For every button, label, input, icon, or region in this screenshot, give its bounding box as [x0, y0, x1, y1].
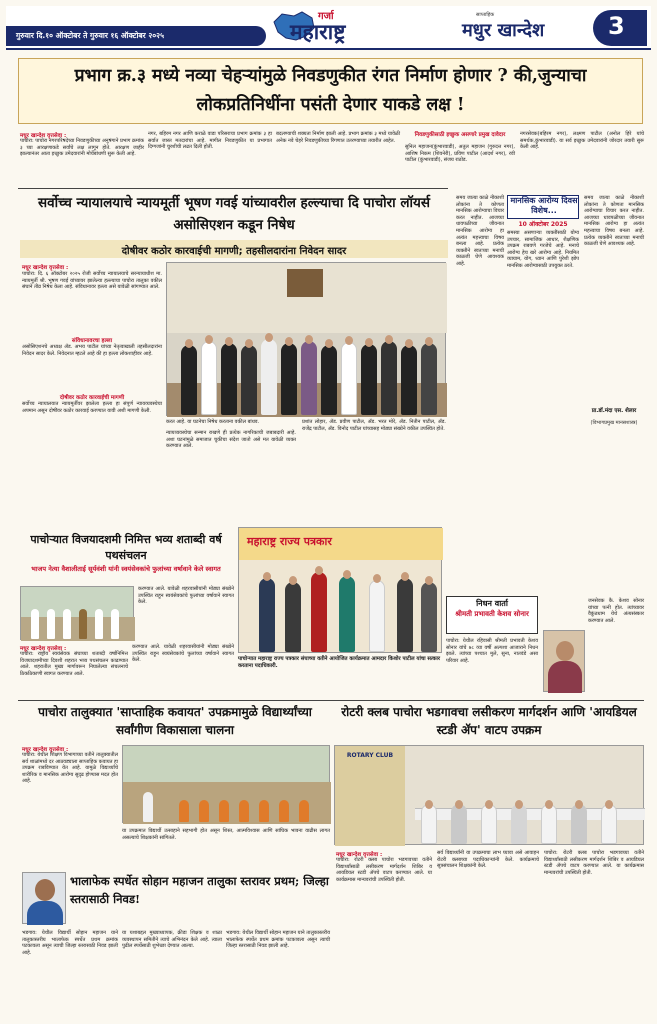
story7-headline: भालाफेक स्पर्धेत सोहान महाजन तालुका स्तरावर प्रथम; जिल्हा स्तरासाठी निवड!	[70, 874, 329, 906]
story7-body-3: भडगाव: येथील विद्यार्थी सोहान महाजन याने तालुकास्तरीय भालाफेक स्पर्धेत प्रथम क्रमांक पटकावला असून त्याची जिल्हा स्तरासाठी निवड झाली आहे.	[226, 930, 330, 950]
section-small: गर्जा	[318, 11, 334, 22]
lead-col-2: नगर, बहिरम नगर आणि कराळे वाडा परिसराचा प्रभाग क्रमांक ३ हा सर्वात जास्त मतदारांचा आहे. मागील निवडणुकीत या प्रभागात दिग्गजांनी चुरशीची लढत दिली होती.	[148, 131, 272, 151]
lead-col-1: पाचोरा: पाचोरा नगरपरिषदेच्या निवडणुकीच्या अनुषंगाने प्रभाग क्रमांक ३ च्या आरक्षणाकडे सर्वांचे लक्ष लागून होते. आरक्षण जाहीर झाल्यानंतर आता इच्छुक उमेदवारांनी मोर्चेबांधणी सुरू केली आहे.	[20, 138, 144, 158]
patrakar-event-photo	[238, 527, 442, 653]
rss-march-photo	[20, 586, 134, 640]
story2-body-3: सर्वोच्च न्यायालयात न्यायमूर्तींवर झालेला हल्ला हा संपूर्ण न्यायव्यवस्थेचा अपमान असून दोषींवर कठोर कारवाई करण्यात यावी अशी मागणी केली.	[22, 401, 162, 414]
story4-caption: पाचोऱ्यात महाराष्ट्र राज्य पत्रकार संघाच्या वतीने आयोजित कार्यक्रमात आमदार किशोर पाटील यांचा सत्कार करताना पदाधिकारी.	[238, 656, 441, 669]
story7-body: भडगाव: येथील विद्यार्थी सोहान महाजन याने तालुकास्तरीय भालाफेक स्पर्धेत प्रथम क्रमांक पटकावला असून त्याची जिल्हा स्तरासाठी निवड झाली आहे.	[22, 930, 118, 956]
story3-subhead: भाजप नेत्या वैशालीताई सूर्यवंशी यांनी स्वयंसेवकांचे फुलांच्या वर्षावाने केले स्वागत	[31, 565, 221, 573]
story2-byline: मधुर खान्देश वृत्तसेवा :	[22, 265, 69, 271]
sohan-portrait	[22, 872, 66, 924]
story3-body-3: करण्यात आले. यावेळी शहरवासीयांनी मोठ्या संख्येने उपस्थित राहून स्वयंसेवकांचे फुलांच्या वर्षावाने स्वागत केले.	[132, 644, 234, 664]
event-banner-text: महाराष्ट्र राज्य पत्रकार	[247, 535, 332, 548]
lead-headline: प्रभाग क्र.३ मध्ये नव्या चेहऱ्यांमुळे निवडणुकीत रंगत निर्माण होणार ? की,जुन्याचा लोकप्रतिनिधींना पसंती देणार याकडे लक्ष !	[74, 66, 587, 115]
sidebar-col-3: समय जात्या काळे नीकाशी लोकांना ते कोणता मानसिक आरोग्याचा विचार करत नाहीत. आजच्या धावपळीच्या जीवनात मानसिक आरोग्य हा अत्यंत महत्त्वाचा विषय बनला आहे. प्रत्येक व्यक्तीने स्वतःच्या मनाची काळजी घेणे आवश्यक आहे.	[584, 195, 644, 248]
story2-body-2: असोसिएशनचे अध्यक्ष ॲड. अभय पाटील यांच्या नेतृत्वाखाली तहसीलदारांना निवेदन सादर केले. निवेदनात म्हटले आहे की हा हल्ला लोकशाहीवर आहे.	[22, 344, 162, 357]
story5-headline: पाचोरा तालुक्यात 'साप्ताहिक कवायत' उपक्रमामुळे विद्यार्थ्यांच्या सर्वांगीण विकासाला चालना	[38, 705, 312, 737]
lead-byline: मधुर खान्देश वृत्तसेवा :	[20, 133, 67, 139]
sidebar-title: मानसिक आरोग्य दिवस विशेष...	[510, 196, 578, 215]
sidebar-author: प्रा.डॉ.मंदा एस. शेलार	[591, 408, 637, 414]
story6-body: पाचोरा: रोटरी क्लब पाचोरा भडगावच्या वतीने विद्यार्थ्यांसाठी लसीकरण मार्गदर्शन शिबिर व आयडियल स्टडी ॲपचे वाटप करण्यात आले. या कार्यक्रमास मान्यवरांची उपस्थिती होती.	[336, 857, 432, 883]
divider-2	[18, 700, 644, 701]
story2-subhead: दोषीवर कठोर कारवाईची मागणी; तहसीलदारांना निवेदन सादर	[121, 246, 347, 257]
story6-body-3: पाचोरा: रोटरी क्लब पाचोरा भडगावच्या वतीने विद्यार्थ्यांसाठी लसीकरण मार्गदर्शन शिबिर व आयडियल स्टडी ॲपचे वाटप करण्यात आले. या कार्यक्रमास मान्यवरांची उपस्थिती होती.	[544, 850, 644, 876]
story2-sub-a: संविधानावरचा हल्ला	[71, 338, 113, 344]
sidebar-date: 10 ऑक्टोबर 2025	[518, 221, 568, 228]
kavayat-photo	[122, 745, 330, 823]
page-number: 3	[608, 12, 625, 40]
sidebar-author-title: (विभागप्रमुख मानसशास्त्र)	[590, 420, 638, 426]
story3-byline: मधुर खान्देश वृत्तसेवा :	[20, 646, 67, 652]
story5-body: पाचोरा: येथील शिक्षण विभागाच्या वतीने तालुक्यातील सर्व शाळांमध्ये दर आठवड्याला साप्ताहिक कवायत हा उपक्रम राबविण्यात येत आहे. यामुळे विद्यार्थ्यांचे शारीरिक व मानसिक आरोग्य सुदृढ होण्यास मदत होत आहे.	[22, 752, 118, 785]
header-date: गुरुवार दि.१० ऑक्टोबर ते गुरुवार १६ ऑक्टोबर २०२५	[16, 31, 164, 40]
story3-body: पाचोरा: राष्ट्रीय स्वयंसेवक संघाच्या शताब्दी वर्षानिमित्त विजयादशमीच्या दिवशी शहरात भव्य पथसंचलन काढण्यात आले. शहरातील मुख्य मार्गावरून निघालेल्या संचलनाचे ठिकठिकाणी स्वागत करण्यात आले.	[20, 651, 128, 677]
section-title: महाराष्ट्र	[290, 19, 346, 44]
story3-headline: पाचोऱ्यात विजयादशमी निमित्त भव्य शताब्दी वर्ष पथसंचलन	[30, 533, 222, 562]
story2-body-4: न्यायव्यवस्थेचा सन्मान राखणे ही प्रत्येक नागरिकाची जबाबदारी आहे. अशा घटनांमुळे समाजात चुकीचा संदेश जातो असे मत यावेळी व्यक्त करण्यात आले.	[166, 430, 296, 450]
story5-body-2: या उपक्रमात विद्यार्थी उत्साहाने सहभागी होत असून शिस्त, आत्मविश्वास आणि सांघिक भावना वाढीस लागत असल्याचे शिक्षकांनी सांगितले.	[122, 828, 330, 841]
rotary-banner: ROTARY CLUB	[346, 752, 394, 759]
story2-body-1: पाचोरा: दि. ६ ऑक्टोबर २०२५ रोजी सर्वोच्च न्यायालयाचे सरन्यायाधीश मा. न्यायमूर्ती श्री. भूषण गवई यांच्यावर झालेल्या हल्ल्याचा पाचोरा तालुका वकील संघाने तीव्र निषेध केला आहे. संविधानावर हल्ला असे यावेळी सांगण्यात आले.	[22, 271, 162, 291]
story2-sub-b: दोषीवर कठोर कारवाईची मागणी	[59, 395, 125, 401]
story6-body-2: सर्व विद्यार्थ्यांनी या उपक्रमाचा लाभ घ्यावा असे आवाहन रोटरी क्लबच्या पदाधिकाऱ्यांनी केले. कार्यक्रमाचे सूत्रसंचालन शिक्षकांनी केले.	[437, 850, 539, 870]
obit-body: पाचोरा: येथील रहिवासी श्रीमती प्रभावती केशव सोनार यांचे ७८ व्या वर्षी अल्पशा आजाराने निधन झाले. त्यांच्या पश्चात मुले, सुना, नातवंडे असा परिवार आहे.	[446, 638, 538, 664]
story3-body-2: करण्यात आले. यावेळी शहरवासीयांनी मोठ्या संख्येने उपस्थित राहून स्वयंसेवकांचे फुलांच्या वर्षावाने स्वागत केले.	[138, 586, 234, 606]
obit-portrait	[543, 630, 585, 692]
obit-name: श्रीमती प्रभावती केशव सोनार	[455, 610, 529, 618]
lead-col-5: नगरसेवक(बहिरम नगर), लक्ष्मण पाटील (अनोल हिरे यांचे समर्थक,कुंभारवाडी). या सर्व इच्छुक उमेदवारांनी जोरदार तयारी सुरू केली आहे.	[520, 131, 644, 151]
paper-name: मधुर खान्देश	[462, 20, 545, 41]
lawyers-photo	[166, 262, 446, 416]
story6-byline: मधुर खान्देश वृत्तसेवा :	[336, 852, 383, 858]
story7-body-2: या यशाबद्दल मुख्याध्यापक, क्रीडा शिक्षक व शाळा व्यवस्थापन समितीने त्याचे अभिनंदन केले आहे. त्याला पुढील स्पर्धेसाठी शुभेच्छा देण्यात आल्या.	[122, 930, 222, 950]
sidebar-col-2a: समस्या असणाऱ्या व्यक्तींसाठी योग्य उपचार, सामाजिक आधार, शैक्षणिक उपक्रम राबवणे गरजेचे आहे. मनाचे आरोग्य हेच खरे आरोग्य आहे. नियमित व्यायाम, योग, ध्यान आणि पुरेशी झोप मानसिक आरोग्यासाठी उपयुक्त ठरते.	[507, 230, 579, 269]
paper-small: साप्ताहिक	[476, 12, 495, 18]
story2-body-5: प्रशांत लोहार, ॲड. प्रवीण पाटील, ॲड. भरत मोरे, ॲड. नितीन पाटील, ॲड. राजेंद्र पाटील, ॲड. विनोद पाटील यांच्यासह मोठ्या संख्येने वकील उपस्थित होते.	[302, 419, 446, 432]
obit-body-2: जनसेवक कै. केशव सोनार यांच्या पत्नी होत. त्यांच्यावर वैकुंठधाम येथे अंत्यसंस्कार करण्यात आले.	[588, 598, 644, 624]
lead-col-4: सुनिल महाजन(कुंभारवाडी), अतुल महाजन (गुरुदत्त नगर), आशिष निकम (शिवनेरी), प्रविण पाटील (आदर्श नगर), रवी पाटील (कुंभारवाडी), संजय राठोड.	[405, 144, 515, 164]
obit-title: निधन वार्ता	[476, 599, 508, 608]
story2-headline: सर्वोच्च न्यायालयाचे न्यायमूर्ती भूषण गवई यांच्यावरील हल्ल्याचा दि पाचोरा लॉयर्स असोसिएशन कडून निषेध	[38, 195, 430, 233]
lead-col-3: बदलण्याची शक्यता निर्माण झाली आहे. प्रभाग क्रमांक ३ मध्ये यावेळी अनेक नवे चेहरे निवडणुकीच्या रिंगणात उतरण्याच्या तयारीत आहेत.	[276, 131, 400, 144]
story5-byline: मधुर खान्देश वृत्तसेवा :	[22, 747, 69, 753]
story6-headline: रोटरी क्लब पाचोरा भडगावचा लसीकरण मार्गदर्शन आणि 'आयडियल स्टडी ॲप' वाटप उपक्रम	[341, 705, 637, 737]
sidebar-col-1: समय जात्या काळे नीकाशी लोकांना ते कोणता मानसिक आरोग्याचा विचार करत नाहीत. आजच्या धावपळीच्या जीवनात मानसिक आरोग्य हा अत्यंत महत्त्वाचा विषय बनला आहे. प्रत्येक व्यक्तीने स्वतःच्या मनाची काळजी घेणे आवश्यक आहे.	[456, 195, 504, 267]
lead-col-4-title: निवडणुकीसाठी इच्छुक असणारे प्रमुख दावेदार	[414, 132, 506, 138]
rotary-photo	[334, 745, 644, 845]
divider	[18, 188, 448, 189]
story2-caption: करत आहे. या घटनेचा निषेध करताना वकील बांधव.	[166, 419, 260, 425]
